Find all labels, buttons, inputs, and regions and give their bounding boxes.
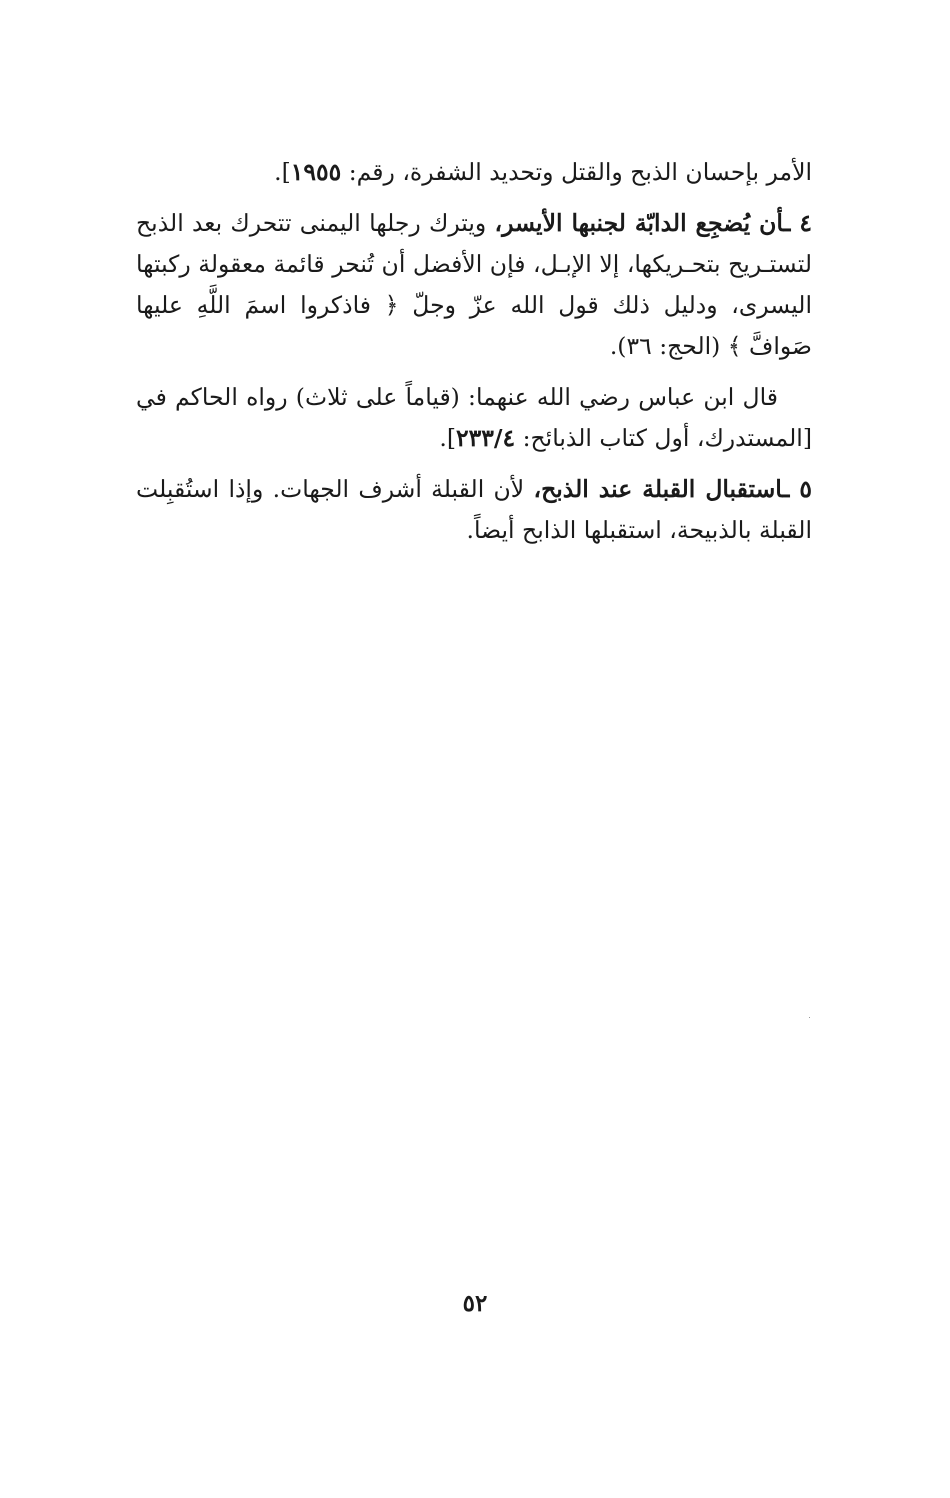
quote-text: قال ابن عباس رضي الله عنهما: (قياماً على ثلاث) رواه الحاكم في [المستدرك، أول كتاب الذبائح:: [136, 383, 812, 452]
page-body: [136, 152, 812, 551]
list-item-5-heading: استقبال القبلة عند الذبح،: [533, 475, 783, 503]
hadith-reference-end: ].: [274, 158, 291, 186]
list-item-5-number: ٥ ـ: [782, 475, 812, 503]
list-item-5-body: لأن القبلة أشرف الجهات. وإذا استُقبِلت القبلة بالذبيحة، استقبلها الذابح أيضاً.: [136, 475, 812, 544]
list-item-4: [136, 203, 812, 367]
hadith-reference-text: الأمر بإحسان الذبح والقتل وتحديد الشفرة، رقم:: [341, 158, 812, 186]
paragraph-hadith-reference: [136, 152, 812, 193]
quote-reference-end: ].: [439, 424, 457, 452]
quote-reference-number: ٢٣٣/٤: [456, 424, 516, 452]
scan-speck: [809, 1017, 810, 1018]
list-item-4-heading: أن يُضجِع الدابّة لجنبها الأيسر،: [494, 209, 784, 237]
list-item-4-body: ويترك رجلها اليمنى تتحرك بعد الذبح لتستـريح بتحـريكها، إلا الإبـل، فإن الأفضل أن تُنحر قائمة معقولة ركبتها اليسرى، ودليل ذلك قول الله عزّ وجلّ ﴿ فاذكروا اسمَ اللَّهِ عليها صَوافَّ ﴾ (الحج: ٣٦).: [136, 209, 812, 360]
list-item-5: [136, 469, 812, 551]
page-number: ٥٢: [462, 1290, 488, 1317]
paragraph-ibn-abbas-quote: [136, 377, 812, 459]
list-item-4-number: ٤ ـ: [783, 209, 812, 237]
hadith-number: ١٩٥٥: [290, 158, 342, 186]
